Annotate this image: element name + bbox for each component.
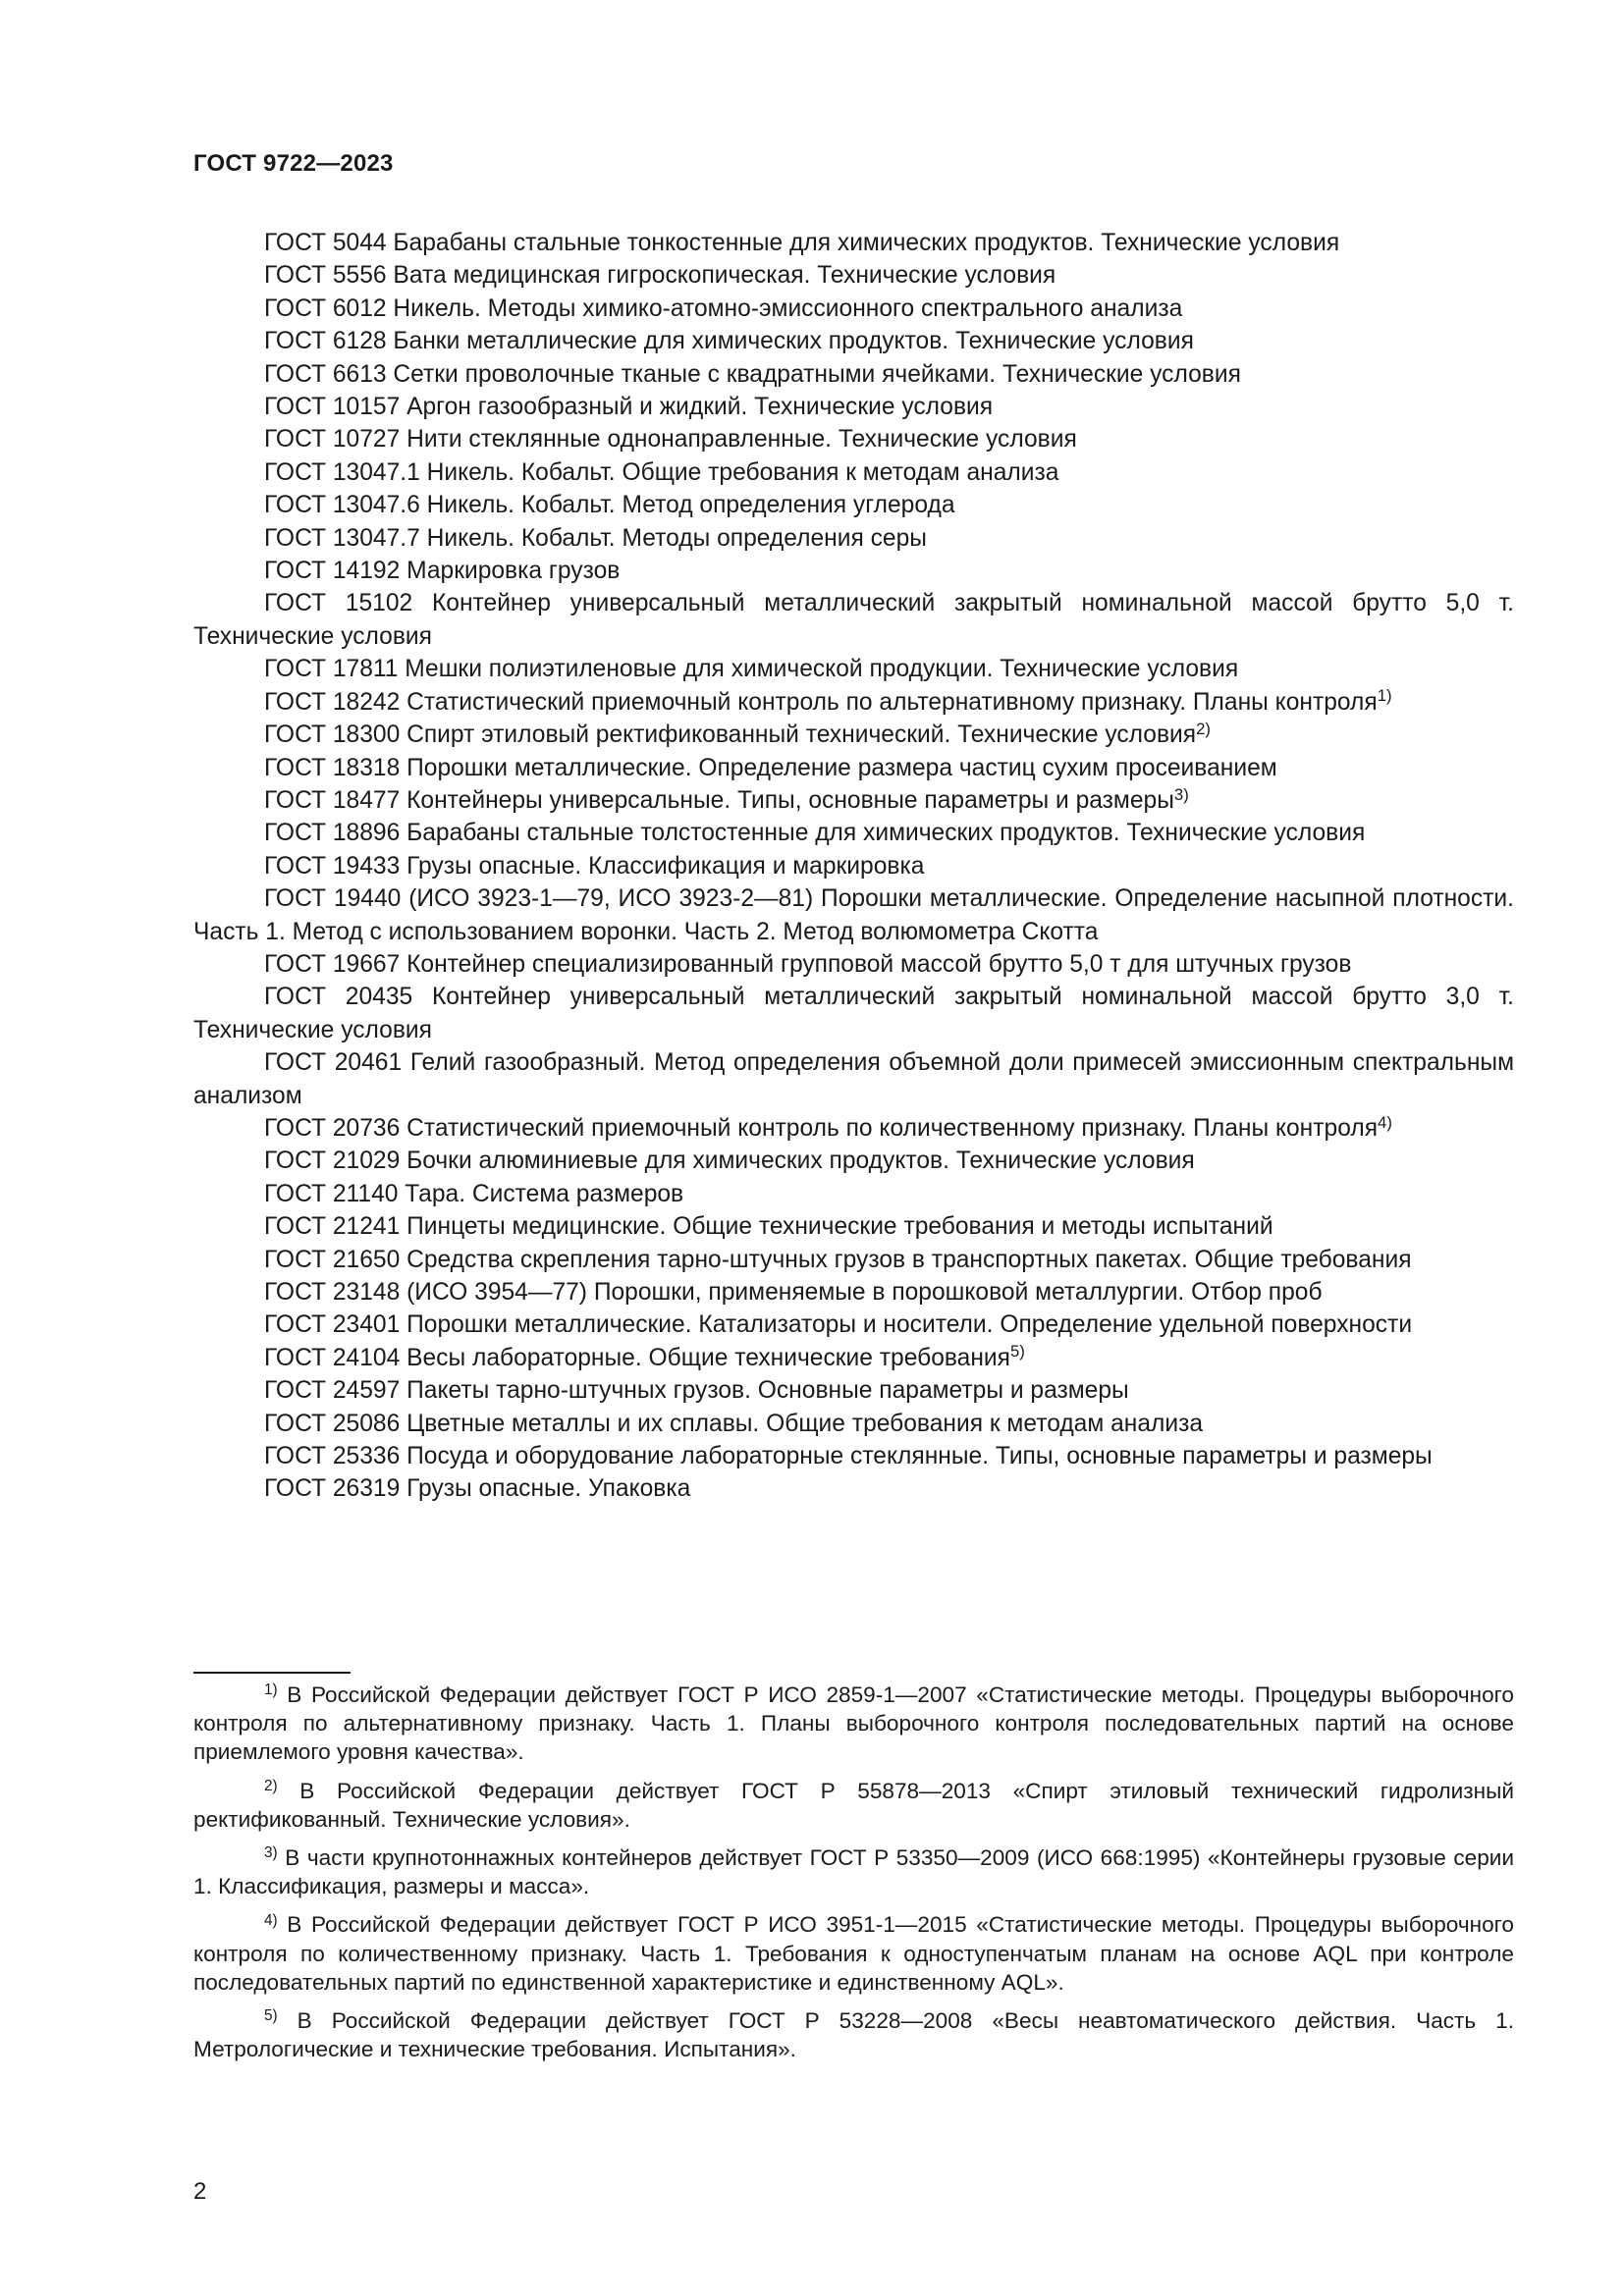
reference-item bbox=[193, 1046, 1514, 1112]
reference-text: ГОСТ 20435 Контейнер универсальный металлический закрытый номинальной массой брутто 3,0 т. Технические условия bbox=[193, 984, 1514, 1043]
reference-text: ГОСТ 26319 Грузы опасные. Упаковка bbox=[264, 1475, 691, 1503]
reference-text: ГОСТ 19433 Грузы опасные. Классификация и маркировка bbox=[264, 852, 925, 880]
reference-text: ГОСТ 21140 Тара. Система размеров bbox=[264, 1180, 684, 1207]
reference-item bbox=[193, 817, 1514, 849]
reference-item bbox=[193, 522, 1514, 555]
reference-item bbox=[193, 752, 1514, 784]
reference-text: ГОСТ 18896 Барабаны стальные толстостенные для химических продуктов. Технические условия bbox=[264, 820, 1366, 847]
reference-text: ГОСТ 5044 Барабаны стальные тонкостенные для химических продуктов. Технические условия bbox=[264, 230, 1340, 256]
footnote-item bbox=[193, 2006, 1514, 2063]
reference-item bbox=[193, 227, 1514, 259]
footnote-text: В Российской Федерации действует ГОСТ Р ИСО 3951-1—2015 «Статистические методы. Процедуры выборочного контроля по количественному признаку. Часть 1. Требования к одноступенчатым планам на основе AQL при контроле последовательных партий по единственной характеристике и единственному AQL». bbox=[193, 1912, 1514, 1995]
reference-item bbox=[193, 423, 1514, 455]
reference-item bbox=[193, 358, 1514, 391]
reference-item bbox=[193, 555, 1514, 587]
reference-item bbox=[193, 391, 1514, 423]
reference-text: ГОСТ 20736 Статистический приемочный контроль по количественному признаку. Планы контроля bbox=[264, 1114, 1379, 1142]
reference-item bbox=[193, 1178, 1514, 1210]
reference-item bbox=[193, 882, 1514, 948]
reference-text: ГОСТ 10157 Аргон газообразный и жидкий. Технические условия bbox=[264, 394, 994, 421]
reference-item bbox=[193, 719, 1514, 751]
reference-item bbox=[193, 1440, 1514, 1472]
footnote-marker: 4) bbox=[1378, 1112, 1392, 1132]
reference-text: ГОСТ 13047.6 Никель. Кобальт. Метод определения углерода bbox=[264, 492, 955, 519]
reference-item bbox=[193, 1472, 1514, 1505]
reference-text: ГОСТ 18300 Спирт этиловый ректификованный технический. Технические условия bbox=[264, 721, 1197, 749]
reference-text: ГОСТ 19440 (ИСО 3923-1—79, ИСО 3923-2—81) Порошки металлические. Определение насыпной плотности. Часть 1. Метод с использованием воронки. Часть 2. Метод волюмометра Скотта bbox=[193, 885, 1514, 945]
reference-item bbox=[193, 587, 1514, 653]
reference-item bbox=[193, 325, 1514, 357]
reference-text: ГОСТ 6613 Сетки проволочные тканые с квадратными ячейками. Технические условия bbox=[264, 360, 1241, 388]
reference-text: ГОСТ 6012 Никель. Методы химико-атомно-эмиссионного спектрального анализа bbox=[264, 294, 1183, 322]
footnote-mark: 2) bbox=[264, 1777, 278, 1794]
reference-item bbox=[193, 1244, 1514, 1276]
reference-text: ГОСТ 20461 Гелий газообразный. Метод определения объемной доли примесей эмиссионным спектральным анализом bbox=[193, 1049, 1514, 1109]
reference-text: ГОСТ 6128 Банки металлические для химических продуктов. Технические условия bbox=[264, 328, 1194, 355]
reference-item bbox=[193, 1308, 1514, 1341]
footnote-separator bbox=[193, 1672, 351, 1674]
footnote-item bbox=[193, 1681, 1514, 1767]
reference-item bbox=[193, 653, 1514, 685]
reference-text: ГОСТ 21029 Бочки алюминиевые для химических продуктов. Технические условия bbox=[264, 1148, 1195, 1175]
footnote-mark: 5) bbox=[264, 2007, 278, 2025]
footnote-mark: 3) bbox=[264, 1844, 278, 1862]
reference-text: ГОСТ 13047.7 Никель. Кобальт. Методы определения серы bbox=[264, 524, 927, 552]
reference-item bbox=[193, 259, 1514, 292]
reference-text: ГОСТ 25336 Посуда и оборудование лабораторные стеклянные. Типы, основные параметры и размеры bbox=[264, 1443, 1433, 1470]
footnote-marker: 1) bbox=[1377, 686, 1392, 706]
reference-item bbox=[193, 489, 1514, 521]
reference-text: ГОСТ 13047.1 Никель. Кобальт. Общие требования к методам анализа bbox=[264, 458, 1059, 486]
reference-text: ГОСТ 21241 Пинцеты медицинские. Общие технические требования и методы испытаний bbox=[264, 1213, 1273, 1241]
reference-item bbox=[193, 784, 1514, 817]
footnote-item bbox=[193, 1777, 1514, 1834]
reference-text: ГОСТ 23401 Порошки металлические. Катализаторы и носители. Определение удельной поверхности bbox=[264, 1311, 1413, 1339]
reference-item bbox=[193, 1112, 1514, 1145]
reference-text: ГОСТ 18318 Порошки металлические. Определение размера частиц сухим просеиванием bbox=[264, 754, 1277, 781]
footnote-marker: 2) bbox=[1196, 719, 1211, 738]
footnote-item bbox=[193, 1843, 1514, 1900]
footnote-text: В Российской Федерации действует ГОСТ Р 53228—2008 «Весы неавтоматического действия. Часть 1. Метрологические и технические требования. Испытания». bbox=[193, 2008, 1514, 2062]
footnote-text: В Российской Федерации действует ГОСТ Р ИСО 2859-1—2007 «Статистические методы. Процедуры выборочного контроля по альтернативному признаку. Часть 1. Планы выборочного контроля последовательных партий на основе приемлемого уровня качества». bbox=[193, 1682, 1514, 1765]
reference-text: ГОСТ 10727 Нити стеклянные однонаправленные. Технические условия bbox=[264, 426, 1077, 454]
reference-item bbox=[193, 948, 1514, 981]
page-header: ГОСТ 9722—2023 bbox=[193, 150, 394, 177]
reference-item bbox=[193, 686, 1514, 719]
reference-item bbox=[193, 850, 1514, 882]
reference-text: ГОСТ 24597 Пакеты тарно-штучных грузов. Основные параметры и размеры bbox=[264, 1377, 1129, 1405]
reference-text: ГОСТ 24104 Весы лабораторные. Общие технические требования bbox=[264, 1344, 1010, 1371]
footnote-item bbox=[193, 1910, 1514, 1997]
footnote-mark: 1) bbox=[264, 1682, 278, 1699]
reference-text: ГОСТ 18242 Статистический приемочный контроль по альтернативному признаку. Планы контроля bbox=[264, 688, 1378, 716]
reference-text: ГОСТ 23148 (ИСО 3954—77) Порошки, применяемые в порошковой металлургии. Отбор проб bbox=[264, 1279, 1323, 1306]
reference-text: ГОСТ 5556 Вата медицинская гигроскопическая. Технические условия bbox=[264, 262, 1056, 290]
reference-item bbox=[193, 1145, 1514, 1177]
normative-references-list bbox=[193, 227, 1514, 1506]
reference-text: ГОСТ 15102 Контейнер универсальный металлический закрытый номинальной массой брутто 5,0 т. Технические условия bbox=[193, 590, 1514, 650]
reference-item bbox=[193, 293, 1514, 325]
footnote-text: В Российской Федерации действует ГОСТ Р 55878—2013 «Спирт этиловый технический гидролизный ректификованный. Технические условия». bbox=[193, 1778, 1514, 1832]
reference-text: ГОСТ 17811 Мешки полиэтиленовые для химической продукции. Технические условия bbox=[264, 656, 1239, 683]
reference-item bbox=[193, 1210, 1514, 1243]
reference-text: ГОСТ 25086 Цветные металлы и их сплавы. Общие требования к методам анализа bbox=[264, 1410, 1204, 1437]
footnote-marker: 3) bbox=[1173, 784, 1189, 804]
footnote-mark: 4) bbox=[264, 1911, 278, 1929]
reference-text: ГОСТ 21650 Средства скрепления тарно-штучных грузов в транспортных пакетах. Общие требования bbox=[264, 1246, 1412, 1273]
reference-item bbox=[193, 1408, 1514, 1440]
reference-item bbox=[193, 1342, 1514, 1374]
reference-text: ГОСТ 14192 Маркировка грузов bbox=[264, 558, 621, 585]
reference-item bbox=[193, 1276, 1514, 1308]
footnotes bbox=[193, 1681, 1514, 2073]
footnote-marker: 5) bbox=[1009, 1342, 1025, 1362]
footnote-text: В части крупнотоннажных контейнеров действует ГОСТ Р 53350—2009 (ИСО 668:1995) «Контейнеры грузовые серии 1. Классификация, размеры и масса». bbox=[193, 1845, 1514, 1899]
reference-item bbox=[193, 456, 1514, 489]
page-number: 2 bbox=[193, 2178, 207, 2205]
reference-item bbox=[193, 1374, 1514, 1407]
reference-item bbox=[193, 981, 1514, 1046]
reference-text: ГОСТ 18477 Контейнеры универсальные. Типы, основные параметры и размеры bbox=[264, 786, 1174, 814]
reference-text: ГОСТ 19667 Контейнер специализированный групповой массой брутто 5,0 т для штучных грузов bbox=[264, 950, 1352, 978]
